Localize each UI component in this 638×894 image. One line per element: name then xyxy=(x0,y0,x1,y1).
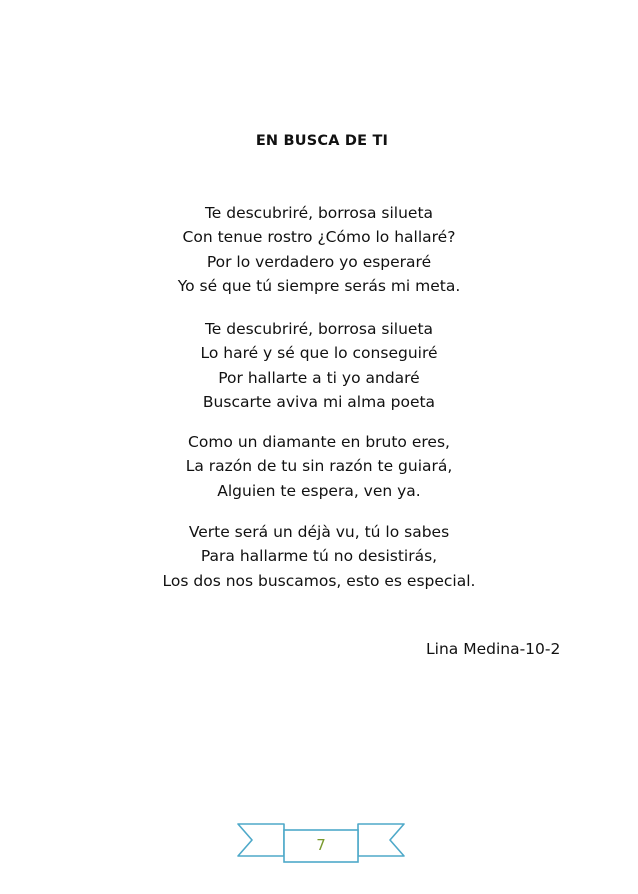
poem-line: Por lo verdadero yo esperaré xyxy=(206,252,432,271)
page-number: 7 xyxy=(316,836,326,854)
poem-line: Lo haré y sé que lo conseguiré xyxy=(200,344,438,363)
poem-line: Te descubriré, borrosa silueta xyxy=(204,204,434,222)
poem-author: Lina Medina-10-2 xyxy=(426,640,561,658)
poem-line: Para hallarme tú no desistirás, xyxy=(200,547,438,566)
stanza-1 xyxy=(0,201,638,299)
poem-line: Por hallarte a ti yo andaré xyxy=(218,368,420,387)
poem-line: La razón de tu sin razón te guiará, xyxy=(185,457,453,476)
stanza-4 xyxy=(0,520,638,593)
poem-line: Con tenue rostro ¿Cómo lo hallaré? xyxy=(182,228,456,247)
page-footer xyxy=(236,822,406,864)
poem-line: Alguien te espera, ven ya. xyxy=(217,481,421,500)
poem-line: Los dos nos buscamos, esto es especial. xyxy=(162,571,476,590)
poem-title: EN BUSCA DE TI xyxy=(255,133,389,149)
poem-line: Yo sé que tú siempre serás mi meta. xyxy=(177,277,461,296)
poem-line: Buscarte aviva mi alma poeta xyxy=(202,393,436,412)
poem-line: Verte será un déjà vu, tú lo sabes xyxy=(188,523,450,541)
stanza-3 xyxy=(0,430,638,503)
stanza-2 xyxy=(0,317,638,415)
poem-line: Como un diamante en bruto eres, xyxy=(188,433,450,451)
poem-line: Te descubriré, borrosa silueta xyxy=(204,320,434,338)
